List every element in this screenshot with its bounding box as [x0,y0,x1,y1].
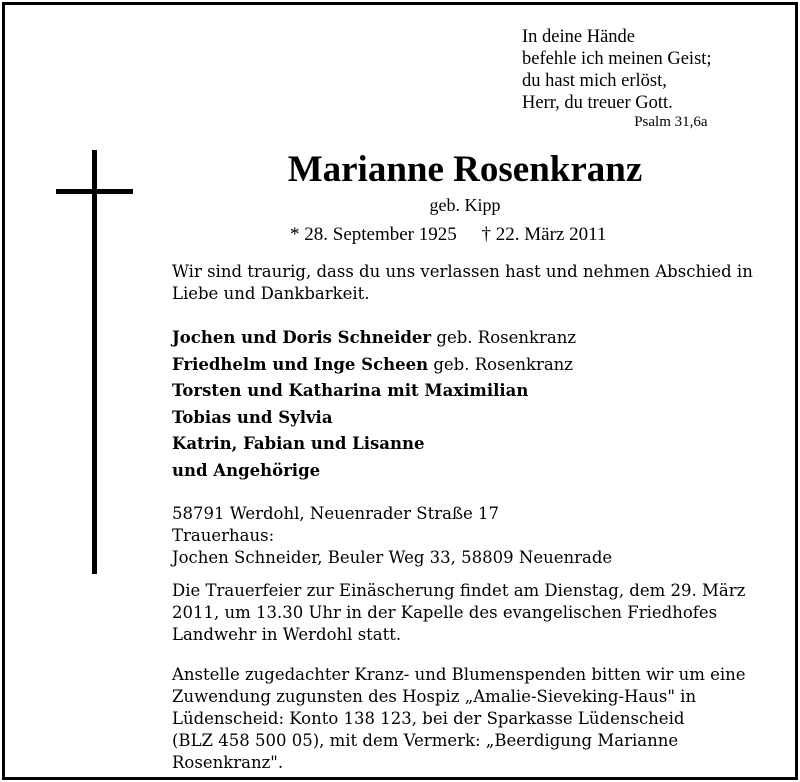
text-line: Landwehr in Werdohl statt. [172,625,402,644]
text-line: Lüdenscheid: Konto 138 123, bei der Sparkasse Lüdenscheid [172,709,685,728]
text-line: (BLZ 458 500 05), mit dem Vermerk: „Beerdigung Marianne [172,731,679,750]
text-line: Wir sind traurig, dass du uns verlassen hast und nehmen Abschied in [172,262,753,281]
deceased-name: Marianne Rosenkranz [287,149,643,190]
address-line: Jochen Schneider, Beuler Weg 33, 58809 Neuenrade [172,548,613,567]
mourner-suffix: geb. Rosenkranz [428,354,573,374]
birth-date: * 28. September 1925 [290,224,457,245]
death-date: † 22. März 2011 [481,224,607,245]
quote-reference: Psalm 31,6a [634,114,708,130]
mourner-entry [172,405,772,432]
quote-line: In deine Hände [522,27,636,47]
psalm-quote [522,26,712,131]
quote-line: befehle ich meinen Geist; [522,49,712,69]
donation-info [172,664,772,774]
mourner-entry [172,378,772,405]
text-line: Rosenkranz". [172,753,284,772]
quote-line: Herr, du treuer Gott. [522,93,673,113]
mourner-names: Torsten und Katharina mit Maximilian [172,381,529,400]
text-line: Anstelle zugedachter Kranz- und Blumenspenden bitten wir um eine [172,665,746,684]
farewell-text [172,261,772,305]
quote-line: du hast mich erlöst, [522,71,667,91]
mourner-entry [172,352,772,379]
mourner-suffix: geb. Rosenkranz [431,328,577,347]
mourner-names: Jochen und Doris Schneider [172,328,432,347]
address-line: 58791 Werdohl, Neuenrader Straße 17 [172,504,499,523]
life-dates [290,222,606,248]
mourner-names: Friedhelm und Inge Scheen [172,354,429,374]
mourner-entry [172,458,772,485]
mourners-list [172,325,772,484]
text-line: Liebe und Dankbarkeit. [172,284,370,303]
mourner-entry [172,431,772,458]
funeral-info [172,580,772,646]
mourner-entry [172,325,772,352]
text-line: Die Trauerfeier zur Einäscherung findet am Dienstag, dem 29. März [172,581,746,600]
maiden-name: geb. Kipp [429,195,501,215]
address-line: Trauerhaus: [172,526,275,545]
text-line: Zuwendung zugunsten des Hospiz „Amalie-Sieveking-Haus" in [172,687,697,706]
address-block [172,503,772,569]
mourner-names: Tobias und Sylvia [172,407,333,427]
mourner-names: und Angehörige [172,460,321,480]
text-line: 2011, um 13.30 Uhr in der Kapelle des evangelischen Friedhofes [172,603,718,622]
mourner-names: Katrin, Fabian und Lisanne [172,434,425,453]
